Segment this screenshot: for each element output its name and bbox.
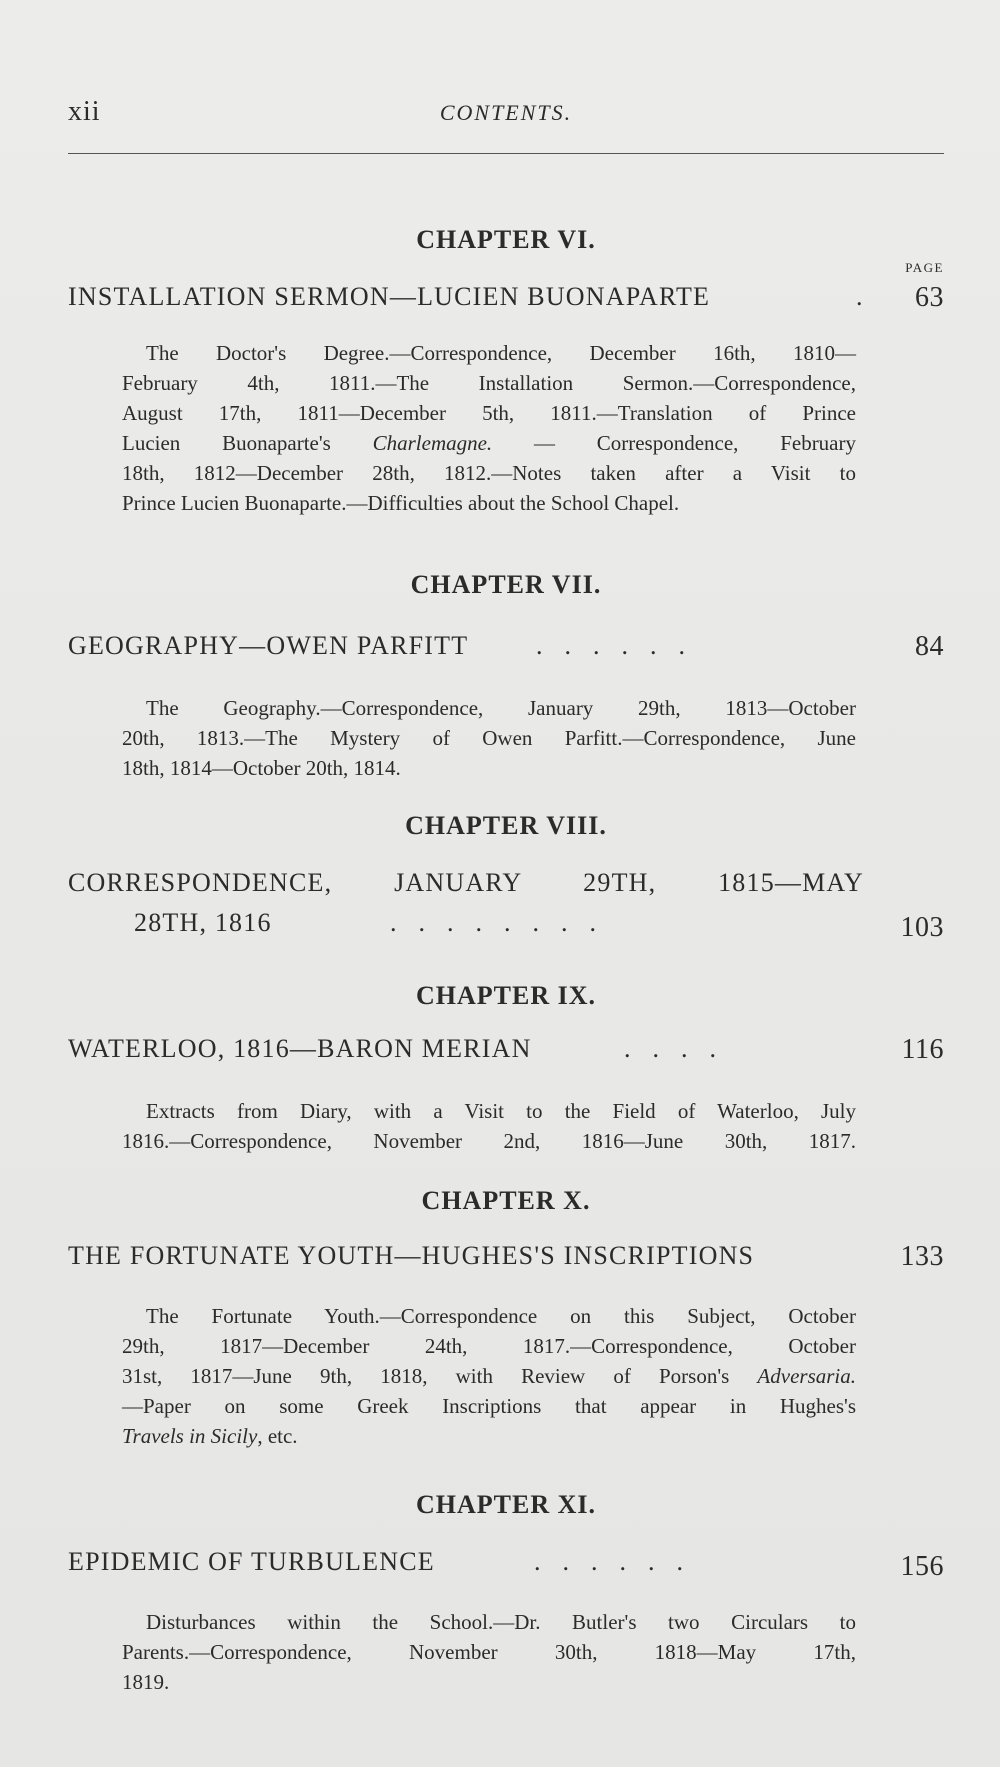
chapter-title: EPIDEMIC OF TURBULENCE — [68, 1547, 435, 1576]
chapter-heading: CHAPTER IX. — [415, 981, 596, 1010]
leader-dots: .... — [624, 1034, 738, 1063]
summary-line: —Paper on some Greek Inscriptions that appear in Hughes's — [122, 1394, 856, 1418]
summary-line: Travels in Sicily, etc. — [122, 1424, 298, 1448]
chapter-title-entry — [68, 1034, 944, 1074]
chapter-xi — [68, 1487, 944, 1697]
chapter-title: INSTALLATION SERMON—LUCIEN BUONAPARTE — [68, 282, 711, 311]
header-rule — [68, 153, 944, 154]
summary-line: 1819. — [122, 1670, 170, 1694]
chapter-title: GEOGRAPHY—OWEN PARFITT — [68, 631, 469, 660]
summary-line: The Geography.—Correspondence, January 29th, 1813—October — [146, 696, 856, 720]
chapter-title-entry — [68, 1241, 944, 1281]
italic-title: Travels in Sicily — [122, 1424, 258, 1448]
summary-line: 20th, 1813.—The Mystery of Owen Parfitt.—Correspondence, June — [122, 726, 856, 750]
chapter-title: WATERLOO, 1816—BARON MERIAN — [68, 1034, 532, 1063]
page-number[interactable]: 133 — [900, 1241, 944, 1272]
chapter-heading: CHAPTER XI. — [415, 1490, 596, 1519]
chapter-ix — [68, 978, 944, 1156]
summary-line: Parents.—Correspondence, November 30th, 1818—May 17th, — [122, 1640, 856, 1664]
leader-dots: ...... — [536, 631, 707, 660]
page-number[interactable]: 156 — [900, 1551, 944, 1582]
page-number[interactable]: 84 — [915, 631, 944, 662]
page-folio: xii — [68, 96, 101, 127]
summary-line: The Fortunate Youth.—Correspondence on this Subject, October — [146, 1304, 856, 1328]
chapter-title-line-1: CORRESPONDENCE, JANUARY 29TH, 1815—MAY — [68, 868, 864, 897]
italic-title: Adversaria. — [757, 1364, 856, 1388]
summary-line: February 4th, 1811.—The Installation Sermon.—Correspondence, — [122, 371, 856, 395]
summary-line: 18th, 1812—December 28th, 1812.—Notes taken after a Visit to — [122, 461, 856, 485]
summary-line: 29th, 1817—December 24th, 1817.—Correspondence, October — [122, 1334, 856, 1358]
page-number[interactable]: 103 — [900, 912, 944, 943]
chapter-summary — [68, 338, 944, 518]
chapter-summary — [68, 693, 944, 783]
chapter-title-entry — [68, 282, 944, 322]
chapter-heading: CHAPTER X. — [421, 1186, 591, 1215]
page-number[interactable]: 63 — [915, 282, 944, 313]
chapter-summary — [68, 1096, 944, 1156]
page-column-label: PAGE — [905, 260, 944, 275]
summary-line: Prince Lucien Buonaparte.—Difficulties about the School Chapel. — [122, 491, 680, 515]
summary-line: 18th, 1814—October 20th, 1814. — [122, 756, 401, 780]
chapter-heading: CHAPTER VI. — [416, 225, 596, 254]
leader-dots: ........ — [390, 908, 618, 937]
summary-line: Extracts from Diary, with a Visit to the Field of Waterloo, July — [146, 1099, 856, 1123]
chapter-title-entry — [68, 868, 864, 908]
running-title: CONTENTS. — [439, 100, 573, 125]
summary-line: Lucien Buonaparte's Charlemagne. — Correspondence, February — [122, 431, 856, 455]
summary-line: Disturbances within the School.—Dr. Butler's two Circulars to — [146, 1610, 856, 1634]
summary-line: 1816.—Correspondence, November 2nd, 1816—June 30th, 1817. — [122, 1129, 856, 1153]
summary-line: August 17th, 1811—December 5th, 1811.—Translation of Prince — [122, 401, 856, 425]
chapter-title-entry — [68, 631, 944, 671]
chapter-title-entry — [68, 1547, 944, 1587]
leader-dots: ...... — [534, 1547, 705, 1576]
chapter-vi — [68, 222, 944, 518]
leader-dots: . — [856, 282, 885, 311]
chapter-summary — [68, 1607, 944, 1697]
italic-title: Charlemagne. — [372, 431, 493, 455]
page-number[interactable]: 116 — [901, 1034, 944, 1065]
chapter-x — [68, 1183, 944, 1451]
running-head — [68, 96, 944, 136]
chapter-title-line-2: 28TH, 1816 — [134, 908, 272, 937]
summary-line: 31st, 1817—June 9th, 1818, with Review of Porson's Adversaria. — [122, 1364, 856, 1388]
chapter-viii — [68, 808, 944, 952]
chapter-title: THE FORTUNATE YOUTH—HUGHES'S INSCRIPTIONS — [68, 1241, 755, 1270]
chapter-vii — [68, 567, 944, 783]
chapter-summary — [68, 1301, 944, 1451]
chapter-heading: CHAPTER VIII. — [405, 811, 607, 840]
summary-line: The Doctor's Degree.—Correspondence, December 16th, 1810— — [146, 341, 856, 365]
chapter-title-entry-continued — [68, 908, 944, 952]
chapter-heading: CHAPTER VII. — [410, 570, 602, 599]
